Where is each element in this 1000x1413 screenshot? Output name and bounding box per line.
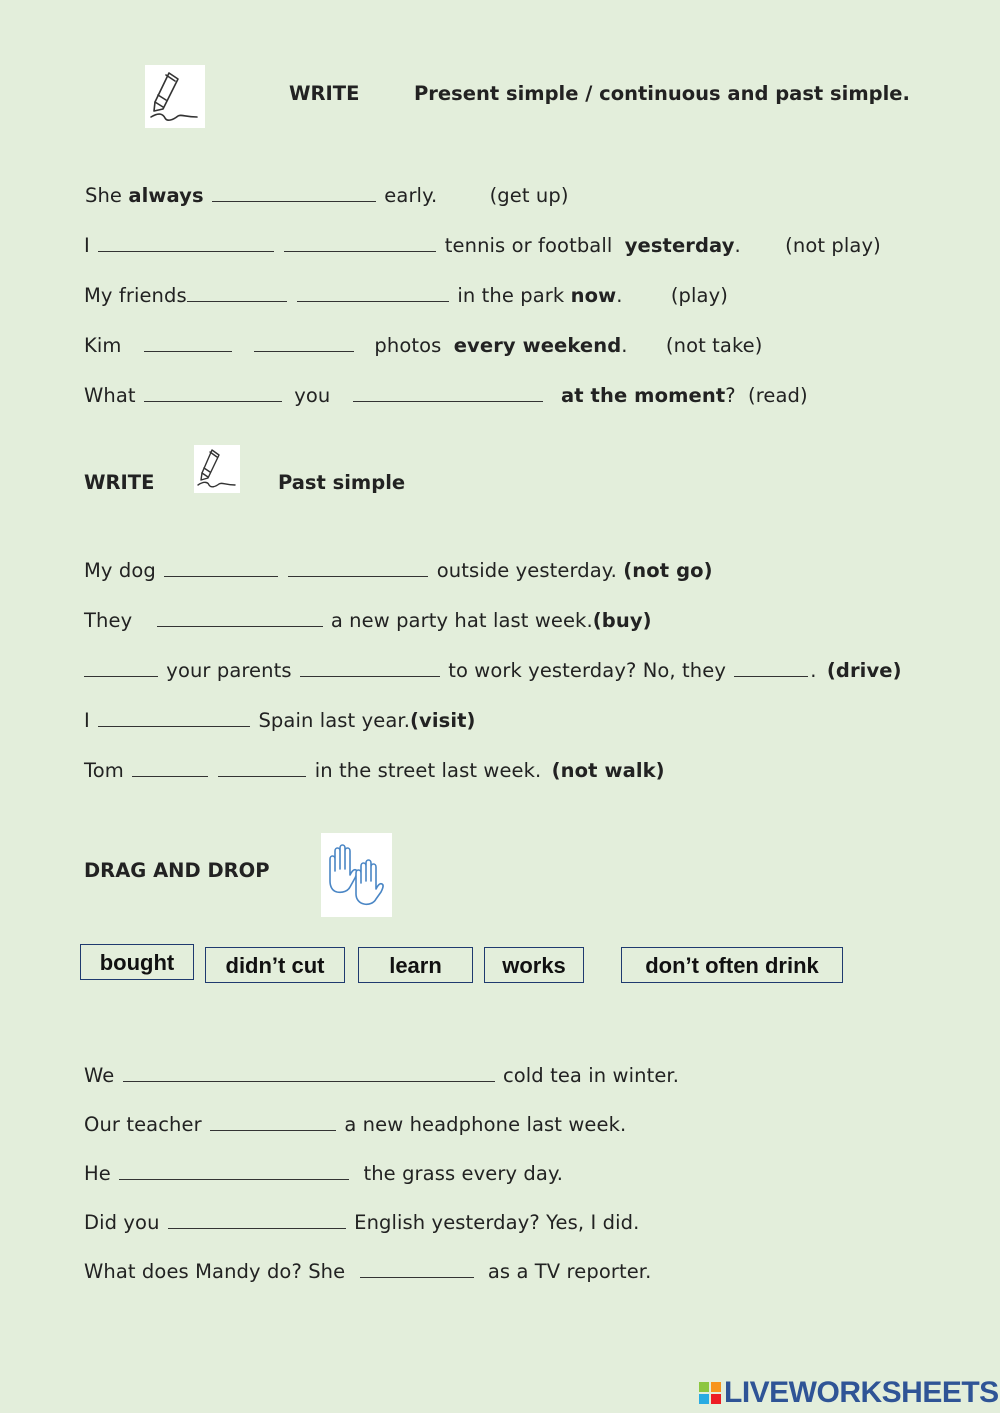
s2-line-2: They a new party hat last week.(buy) xyxy=(84,609,652,632)
verb-hint: (not take) xyxy=(665,334,763,357)
s1-line-3: My friends in the park now. (play) xyxy=(84,284,728,307)
drop-target[interactable] xyxy=(123,1063,495,1082)
answer-blank[interactable] xyxy=(212,183,376,202)
answer-blank[interactable] xyxy=(144,383,282,402)
s3-line-5: What does Mandy do? She as a TV reporter. xyxy=(84,1260,652,1283)
liveworksheets-logo-icon xyxy=(698,1381,722,1405)
s2-line-1: My dog outside yesterday. (not go) xyxy=(84,559,713,582)
drag-word-bought[interactable]: bought xyxy=(80,944,194,980)
drag-word-didnt-cut[interactable]: didn’t cut xyxy=(205,947,345,983)
s2-line-4: I Spain last year.(visit) xyxy=(84,709,476,732)
answer-blank[interactable] xyxy=(734,658,808,677)
section1-heading-label: WRITE xyxy=(289,82,360,105)
verb-hint: (visit) xyxy=(410,709,476,732)
section1-heading-title: Present simple / continuous and past simple. xyxy=(414,82,910,105)
answer-blank[interactable] xyxy=(132,758,208,777)
section2-heading-label: WRITE xyxy=(84,471,155,494)
drag-word-works[interactable]: works xyxy=(484,947,584,983)
answer-blank[interactable] xyxy=(353,383,543,402)
s3-line-4: Did you English yesterday? Yes, I did. xyxy=(84,1211,640,1234)
verb-hint: (not walk) xyxy=(551,759,665,782)
verb-hint: (drive) xyxy=(826,659,902,682)
drag-word-learn[interactable]: learn xyxy=(358,947,473,983)
answer-blank[interactable] xyxy=(254,333,354,352)
section3-heading-label: DRAG AND DROP xyxy=(84,859,270,882)
answer-blank[interactable] xyxy=(218,758,306,777)
logo-text: LIVEWORKSHEETS xyxy=(724,1376,999,1409)
drag-word-dont-often-drink[interactable]: don’t often drink xyxy=(621,947,843,983)
s1-line-4: Kim photos every weekend. (not take) xyxy=(84,334,763,357)
answer-blank[interactable] xyxy=(284,233,436,252)
answer-blank[interactable] xyxy=(157,608,323,627)
verb-hint: (get up) xyxy=(489,184,569,207)
drop-target[interactable] xyxy=(119,1161,349,1180)
answer-blank[interactable] xyxy=(187,283,287,302)
liveworksheets-logo[interactable] xyxy=(698,1376,999,1410)
verb-hint: (read) xyxy=(748,384,808,407)
s1-line-5: What you at the moment? (read) xyxy=(84,384,808,407)
answer-blank[interactable] xyxy=(98,233,274,252)
s2-line-5: Tom in the street last week. (not walk) xyxy=(84,759,665,782)
s2-line-3: your parents to work yesterday? No, they . (drive) xyxy=(84,658,902,683)
answer-blank[interactable] xyxy=(98,708,250,727)
s3-line-2: Our teacher a new headphone last week. xyxy=(84,1113,627,1136)
answer-blank[interactable] xyxy=(288,558,428,577)
answer-blank[interactable] xyxy=(144,333,232,352)
s3-line-1: We cold tea in winter. xyxy=(84,1064,680,1087)
verb-hint: (buy) xyxy=(592,609,652,632)
pencil-writing-icon xyxy=(194,445,240,493)
verb-hint: (not go) xyxy=(623,559,713,582)
pencil-writing-icon xyxy=(145,65,205,128)
section2-heading-title: Past simple xyxy=(278,471,406,494)
answer-blank[interactable] xyxy=(84,658,158,677)
s1-line-2: I tennis or football yesterday. (not play) xyxy=(84,234,881,257)
drop-target[interactable] xyxy=(168,1210,346,1229)
verb-hint: (play) xyxy=(670,284,728,307)
answer-blank[interactable] xyxy=(297,283,449,302)
verb-hint: (not play) xyxy=(785,234,881,257)
s1-line-1: She always early. (get up) xyxy=(85,184,569,207)
drop-target[interactable] xyxy=(210,1112,336,1131)
answer-blank[interactable] xyxy=(164,558,278,577)
s3-line-3: He the grass every day. xyxy=(84,1162,564,1185)
drop-target[interactable] xyxy=(360,1259,474,1278)
hands-drag-icon xyxy=(321,833,392,917)
answer-blank[interactable] xyxy=(300,658,440,677)
